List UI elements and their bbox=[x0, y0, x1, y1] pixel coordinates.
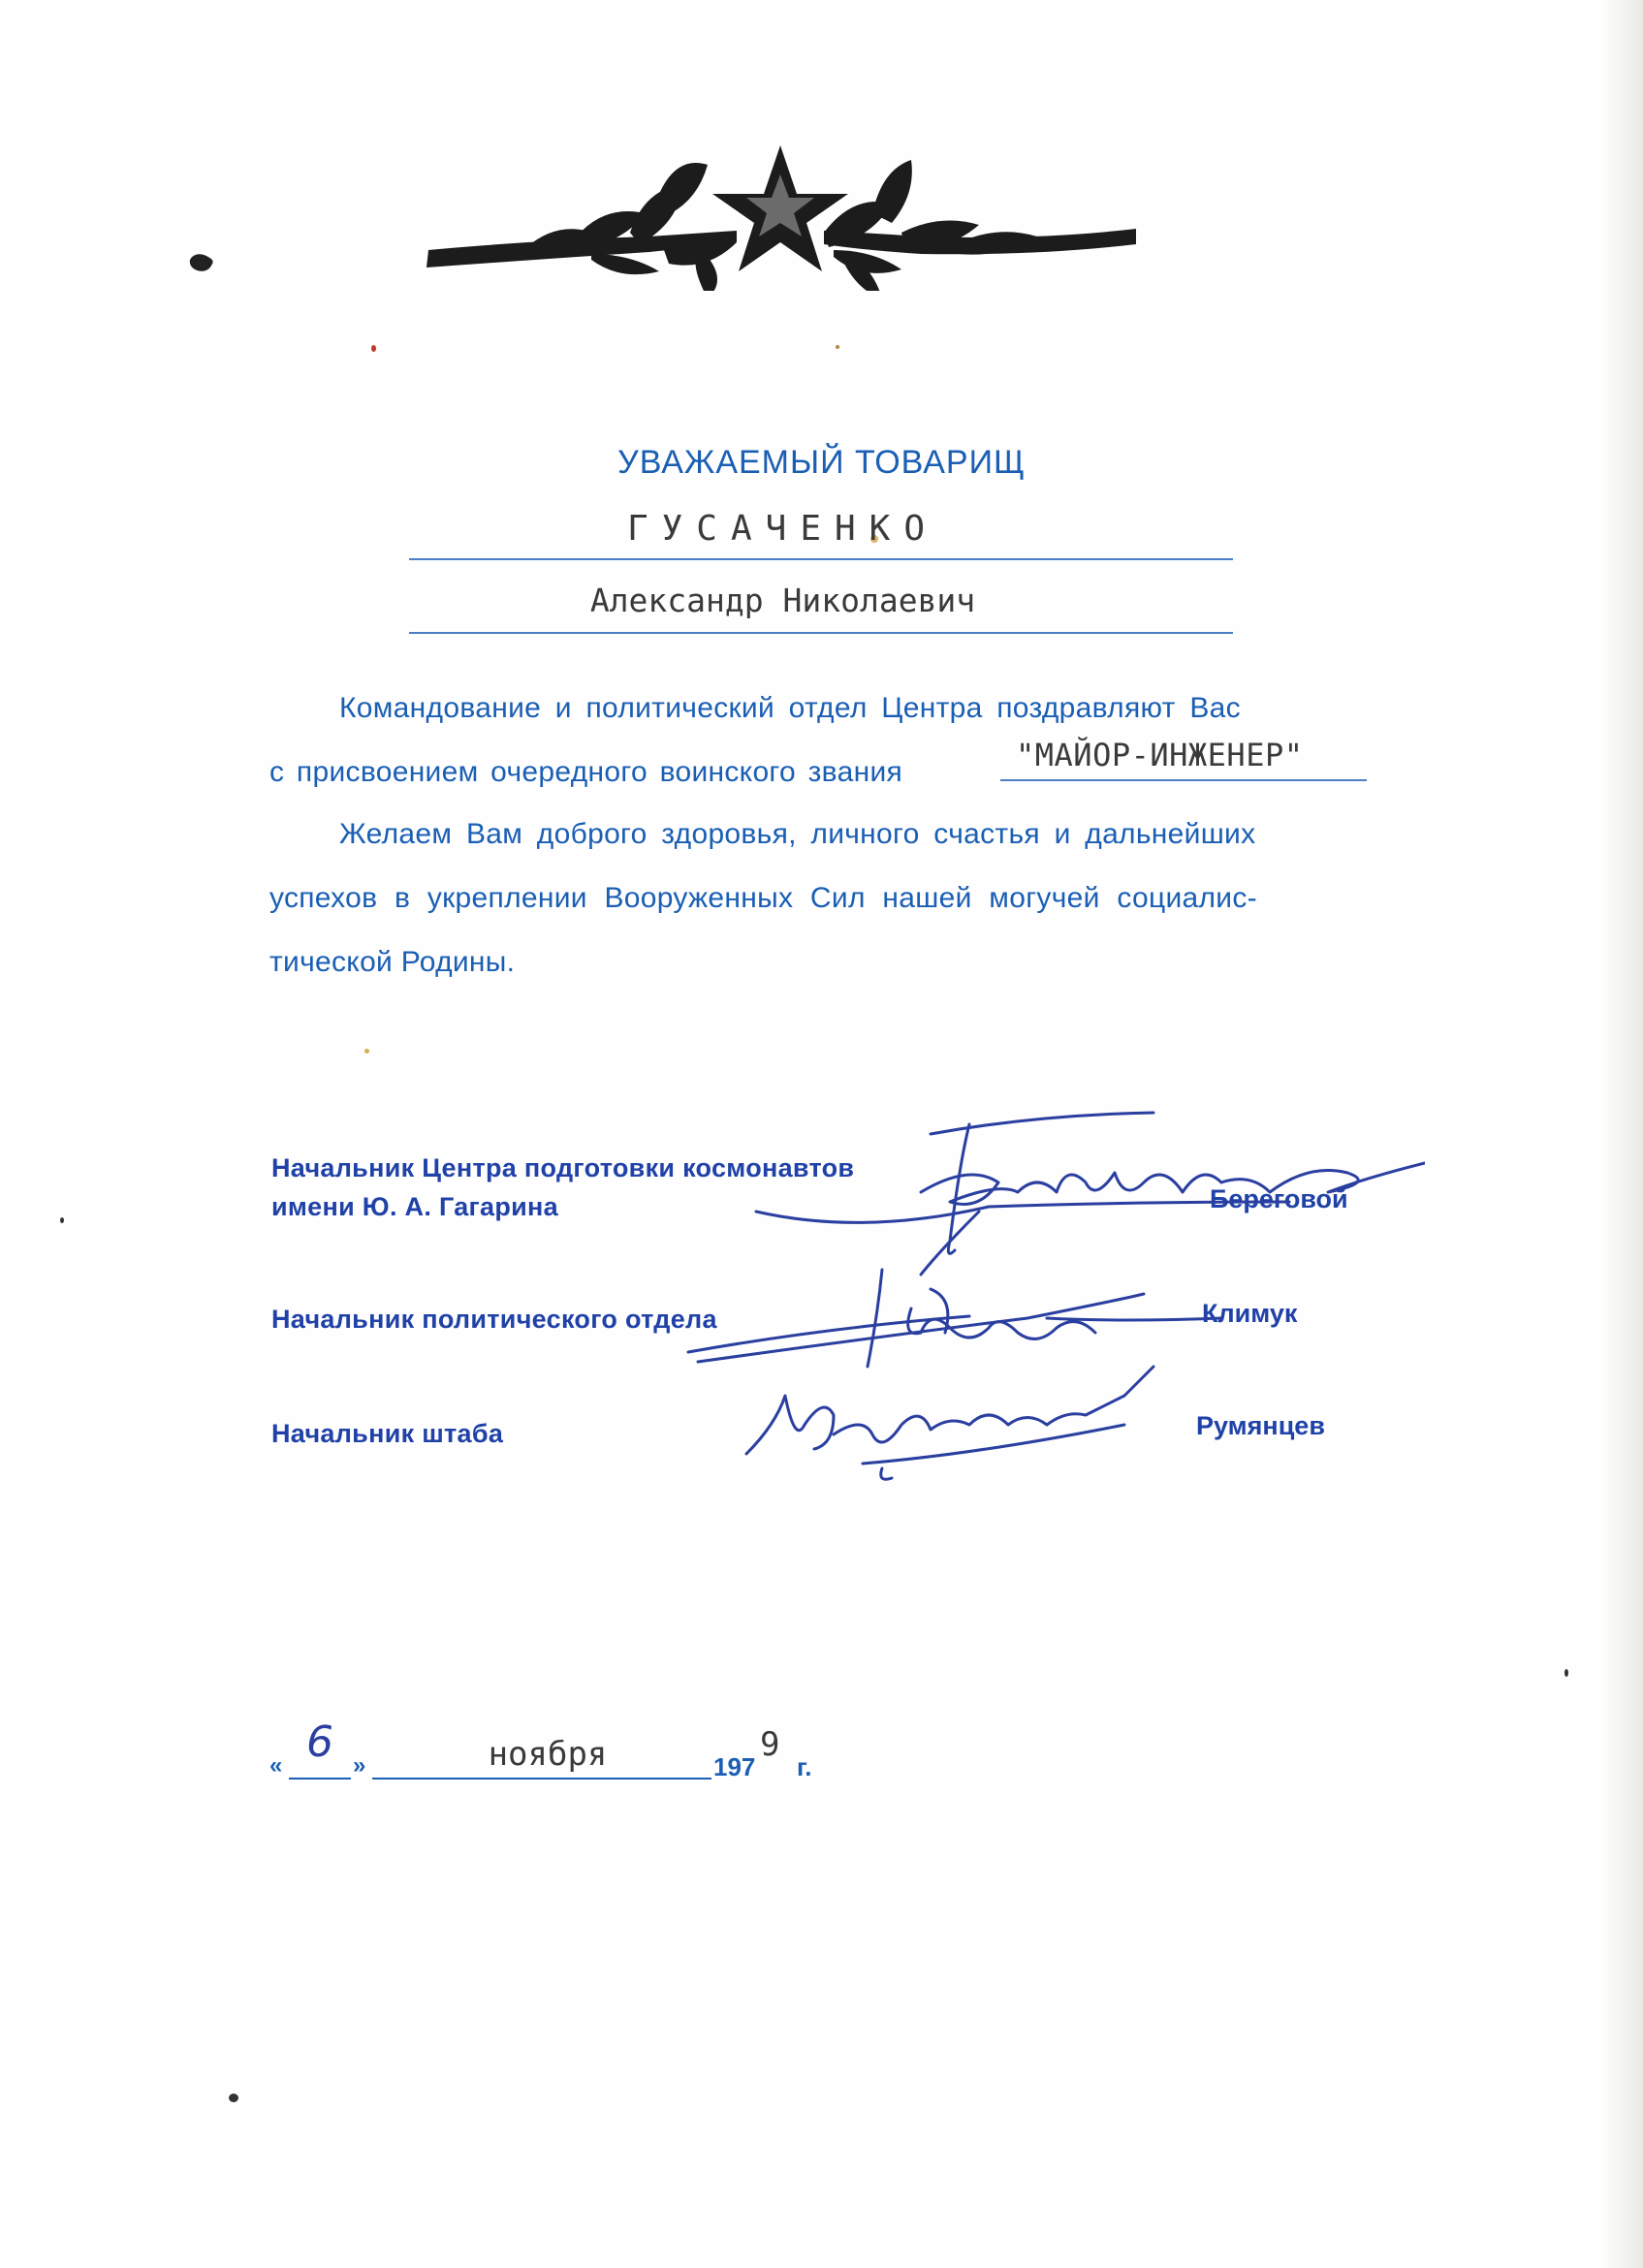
signatory-1-name: Береговой bbox=[1210, 1184, 1348, 1213]
date-close-quote: » bbox=[353, 1752, 366, 1779]
date-day-underline bbox=[289, 1778, 351, 1780]
signatory-3-title: Начальник штаба bbox=[271, 1419, 504, 1448]
date-year-suffix: г. bbox=[797, 1752, 812, 1781]
surname-underline bbox=[409, 558, 1233, 560]
ink-speck bbox=[364, 1049, 369, 1054]
date-day-handwritten: 6 bbox=[306, 1717, 333, 1767]
date-year-digit-typed: 9 bbox=[760, 1725, 780, 1764]
recipient-given-name: Александр Николаевич bbox=[589, 582, 976, 619]
signatory-2-title: Начальник политического отдела bbox=[271, 1305, 717, 1334]
star-laurel-emblem-icon bbox=[417, 136, 1144, 291]
ink-speck bbox=[187, 250, 214, 276]
ink-speck bbox=[371, 345, 376, 352]
paper-edge-shadow bbox=[1604, 0, 1643, 2268]
date-month-underline bbox=[372, 1778, 711, 1780]
signature-rumyantsev bbox=[737, 1357, 1163, 1493]
given-name-underline bbox=[409, 632, 1233, 634]
date-year-printed: 197 bbox=[713, 1752, 756, 1781]
signatory-3-name: Румянцев bbox=[1196, 1411, 1325, 1440]
wishes-line-1: Желаем Вам доброго здоровья, личного счастья и дальнейших bbox=[339, 818, 1256, 850]
signatory-2-name: Климук bbox=[1202, 1299, 1298, 1328]
signatory-1-title-line-1: Начальник Центра подготовки космонавтов bbox=[271, 1153, 855, 1182]
date-open-quote: « bbox=[269, 1752, 283, 1779]
date-month-typed: ноября bbox=[488, 1735, 608, 1774]
ink-speck bbox=[60, 1217, 64, 1223]
wishes-line-2: успехов в укреплении Вооруженных Сил нашей могучей социалис- bbox=[269, 882, 1257, 914]
wishes-line-3: тической Родины. bbox=[269, 946, 516, 978]
recipient-surname: ГУСАЧЕНКО bbox=[626, 509, 939, 549]
signatory-1-title-line-2: имени Ю. А. Гагарина bbox=[271, 1192, 558, 1221]
signature-beregovoy bbox=[746, 1105, 1425, 1279]
congratulation-line-2: с присвоением очередного воинского звания bbox=[269, 756, 903, 788]
ink-speck bbox=[836, 345, 839, 349]
ink-speck bbox=[1564, 1669, 1568, 1677]
ink-speck bbox=[229, 2094, 238, 2102]
military-rank: "МАЙОР-ИНЖЕНЕР" bbox=[1016, 737, 1304, 773]
rank-underline bbox=[1000, 779, 1367, 781]
salutation-heading: УВАЖАЕМЫЙ ТОВАРИЩ bbox=[617, 444, 1026, 481]
congratulation-line-1: Командование и политический отдел Центра поздравляют Вас bbox=[339, 692, 1241, 724]
